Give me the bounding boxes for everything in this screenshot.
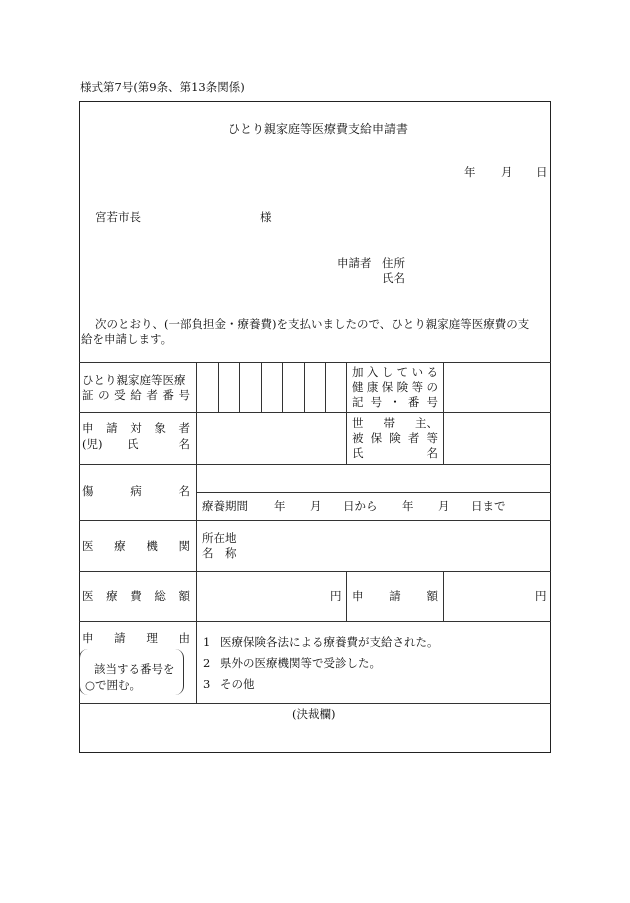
addressee: 宮若市長 [95, 210, 141, 224]
row-divider [79, 621, 551, 622]
insurance-label-1: 加 入 し て い る [352, 365, 438, 379]
applicant-address-label: 住所 [382, 256, 405, 270]
insurance-label-3: 記 号 ・ 番 号 [352, 395, 438, 409]
requested-label: 申 請 額 [352, 589, 438, 603]
decision-label: (決裁欄) [292, 707, 336, 721]
period-from: 日から [343, 499, 378, 513]
col-divider [443, 571, 444, 621]
date-month: 月 [501, 165, 513, 179]
period-year-1: 年 [274, 499, 286, 513]
recipient-number-label-1: ひとり親家庭等医療 [82, 373, 186, 387]
date-year: 年 [464, 165, 476, 179]
digit-box-divider [261, 362, 262, 412]
institution-label: 医 療 機 関 [82, 539, 190, 553]
householder-label-3: 氏 名 [352, 446, 438, 460]
reason-3-number: 3 [203, 677, 211, 691]
digit-box-divider [282, 362, 283, 412]
row-divider [79, 412, 551, 413]
location-label: 所在地 [202, 531, 237, 545]
row-divider [79, 520, 551, 521]
statement-line-2: 給を申請します。 [81, 332, 173, 346]
row-divider [79, 362, 551, 363]
reason-2-number: 2 [203, 656, 211, 670]
reason-2-text: 県外の医療機関等で受診した。 [220, 656, 381, 670]
row-divider [79, 464, 551, 465]
reason-label: 申 請 理 由 [82, 631, 190, 645]
period-to: 日まで [471, 499, 506, 513]
honorific: 様 [260, 210, 272, 224]
row-divider [79, 571, 551, 572]
date-day: 日 [536, 165, 548, 179]
digit-box-divider [218, 362, 219, 412]
child-label-1: 申 請 対 象 者 [82, 421, 190, 435]
digit-box-divider [304, 362, 305, 412]
applicant-name-label: 氏名 [382, 271, 405, 285]
total-yen: 円 [330, 589, 342, 603]
child-label-2b: 氏 名 [127, 437, 190, 451]
requested-yen: 円 [535, 589, 547, 603]
period-year-2: 年 [402, 499, 414, 513]
recipient-number-label-2: 証 の 受 給 者 番 号 [82, 388, 190, 402]
digit-box-divider [325, 362, 326, 412]
col-divider [196, 362, 197, 703]
col-divider [346, 362, 347, 464]
digit-box-divider [239, 362, 240, 412]
form-title: ひとり親家庭等医療費支給申請書 [228, 122, 409, 136]
col-divider [346, 571, 347, 621]
form-header: 様式第7号(第9条、第13条関係) [80, 80, 245, 94]
child-label-2a: (児) [82, 437, 103, 451]
insurance-label-2: 健 康 保 険 等 の [352, 380, 438, 394]
reason-note-1: 該当する番号を [94, 662, 175, 676]
total-label: 医 療 費 総 額 [82, 589, 190, 603]
statement-line-1: 次のとおり、(一部負担金・療養費)を支払いましたので、ひとり親家庭等医療費の支 [95, 317, 530, 331]
reason-1-number: 1 [203, 635, 211, 649]
period-month-1: 月 [310, 499, 322, 513]
institution-name-label: 名 称 [202, 546, 237, 560]
reason-1-text: 医療保険各法による療養費が支給された。 [220, 635, 439, 649]
householder-label-2: 被 保 険 者 等 [352, 431, 438, 445]
householder-label-1: 世 帯 主、 [352, 416, 438, 430]
reason-3-text: その他 [220, 677, 255, 691]
period-month-2: 月 [438, 499, 450, 513]
col-divider [443, 362, 444, 464]
period-label: 療養期間 [202, 499, 248, 513]
applicant-label: 申請者 [337, 256, 372, 270]
disease-label: 傷 病 名 [82, 484, 190, 498]
row-divider [196, 492, 551, 493]
reason-note-2: ○で囲む。 [85, 678, 142, 692]
row-divider [79, 703, 551, 704]
